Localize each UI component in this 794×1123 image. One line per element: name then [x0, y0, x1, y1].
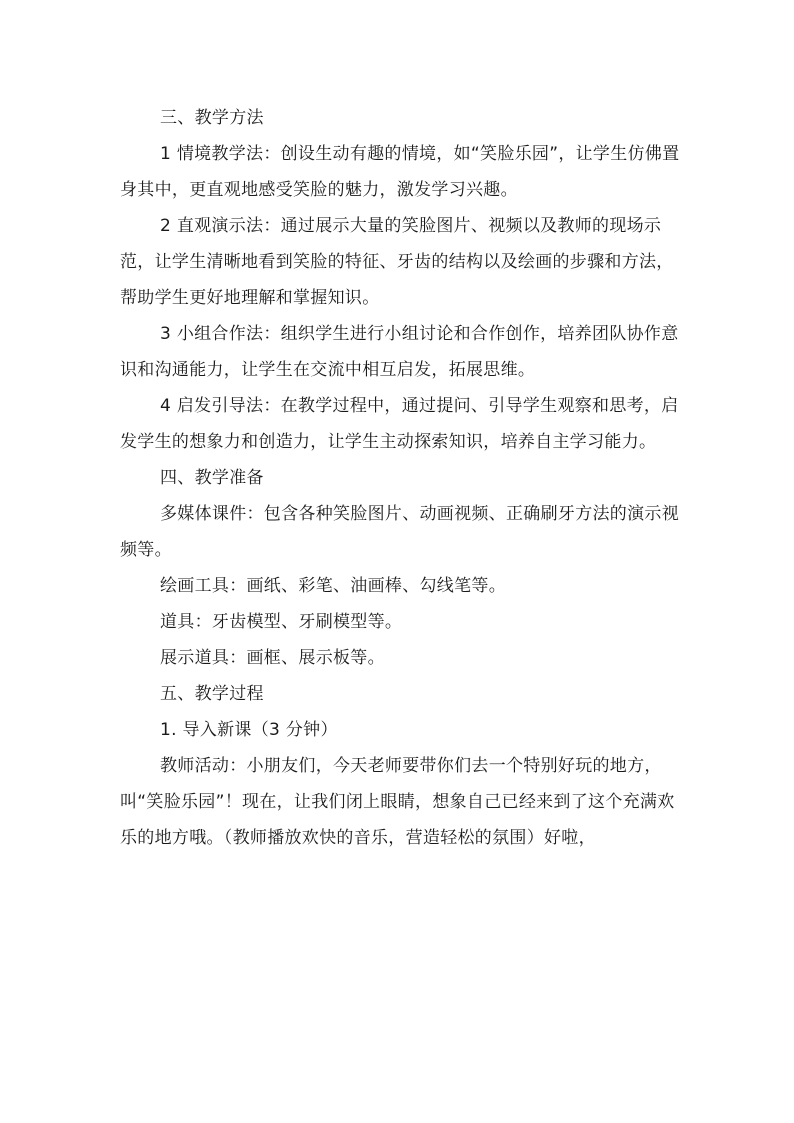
section-heading-teaching-process: 五、教学过程: [160, 684, 264, 704]
paragraph-method-1: 1 情境教学法：创设生动有趣的情境，如“笑脸乐园”，让学生仿佛置身其中，更直观地感受笑脸的魅力，激发学习兴趣。: [120, 144, 680, 200]
paragraph-teacher-activity: 教师活动：小朋友们，今天老师要带你们去一个特别好玩的地方，叫“笑脸乐园”！现在，让我们闭上眼睛，想象自己已经来到了这个充满欢乐的地方哦。（教师播放欢快的音乐，营造轻松的氛围）好啦，: [120, 756, 675, 848]
paragraph-multimedia: 多媒体课件：包含各种笑脸图片、动画视频、正确刷牙方法的演示视频等。: [120, 504, 679, 560]
subheading-introduction: 1. 导入新课（3 分钟）: [160, 720, 338, 740]
paragraph-method-2: 2 直观演示法：通过展示大量的笑脸图片、视频以及教师的现场示范，让学生清晰地看到笑脸的特征、牙齿的结构以及绘画的步骤和方法，帮助学生更好地理解和掌握知识。: [120, 216, 674, 308]
paragraph-props: 道具：牙齿模型、牙刷模型等。: [160, 612, 403, 632]
paragraph-drawing-tools: 绘画工具：画纸、彩笔、油画棒、勾线笔等。: [160, 576, 506, 596]
document-body: [120, 100, 680, 856]
paragraph-method-3: 3 小组合作法：组织学生进行小组讨论和合作创作，培养团队协作意识和沟通能力，让学生在交流中相互启发，拓展思维。: [120, 324, 679, 380]
section-heading-teaching-methods: 三、教学方法: [160, 108, 264, 128]
paragraph-display-props: 展示道具：画框、展示板等。: [160, 648, 385, 668]
paragraph-method-4: 4 启发引导法：在教学过程中，通过提问、引导学生观察和思考，启发学生的想象力和创造力，让学生主动探索知识，培养自主学习能力。: [120, 396, 679, 452]
section-heading-teaching-preparation: 四、教学准备: [160, 468, 264, 488]
